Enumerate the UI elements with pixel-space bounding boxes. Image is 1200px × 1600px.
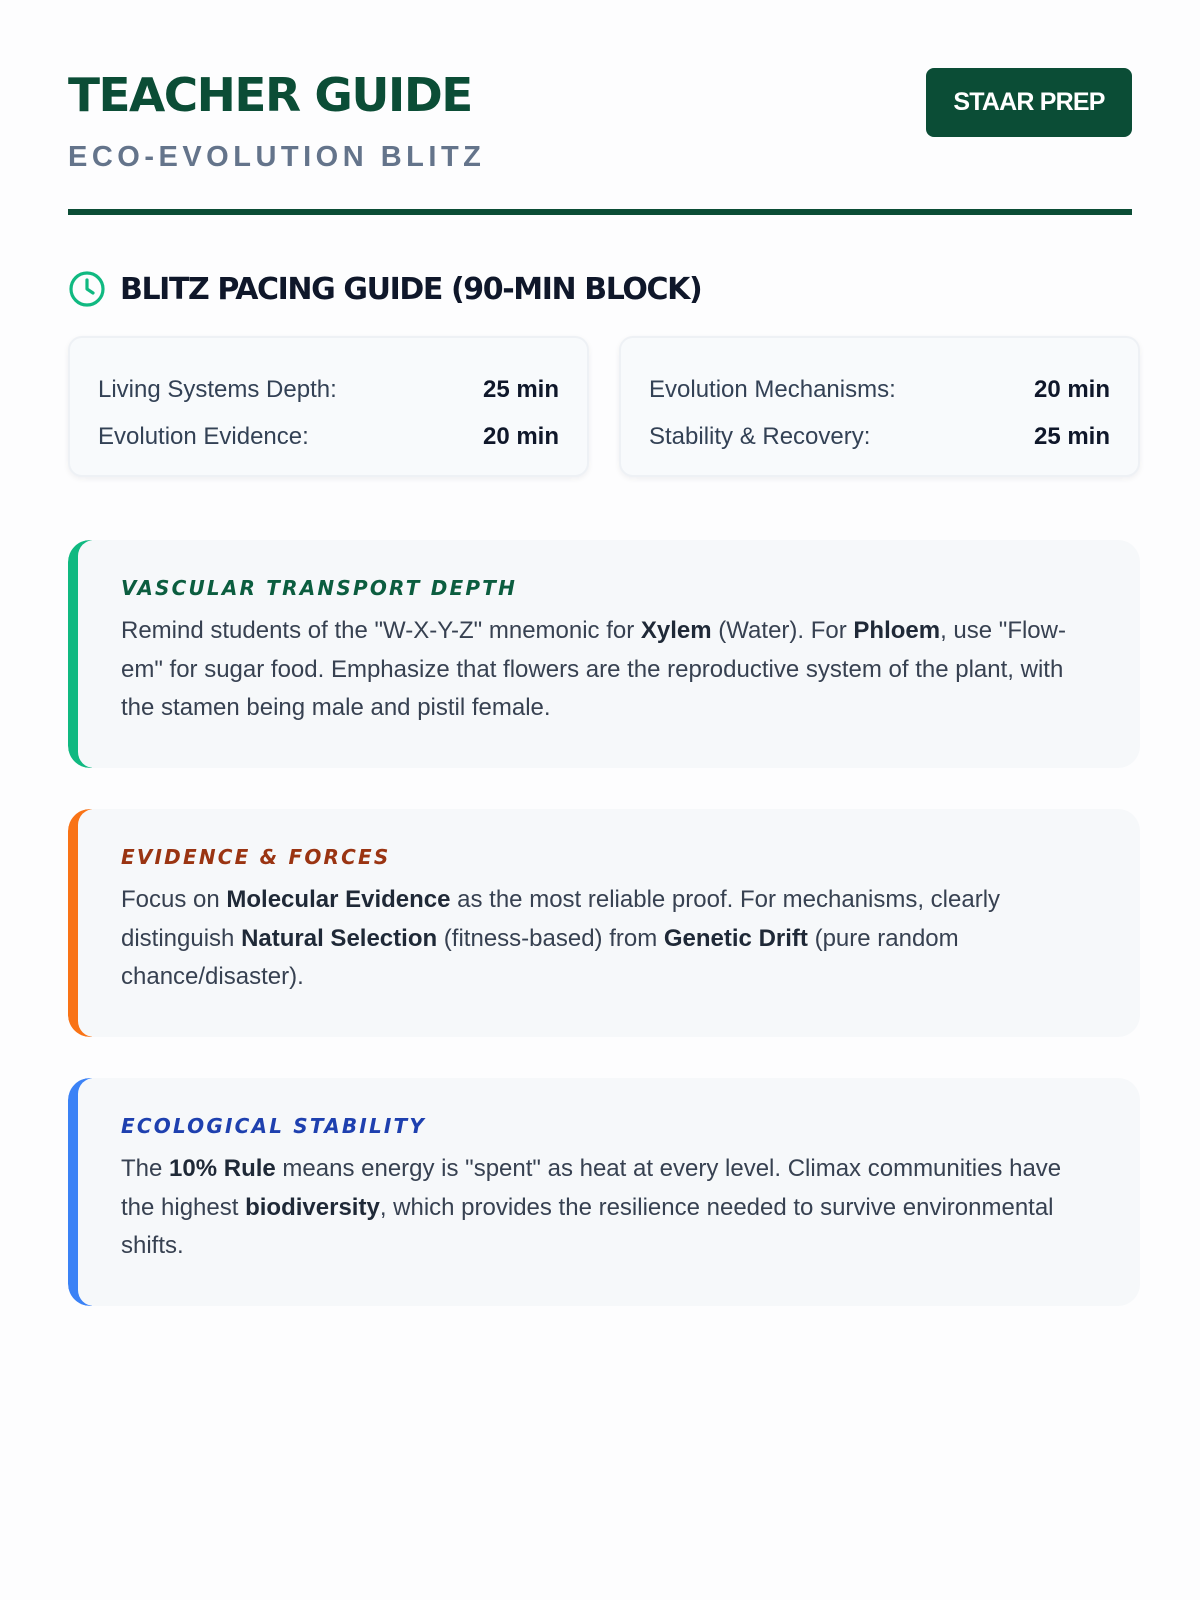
pacing-duration: 20 min (482, 422, 559, 450)
note-body (121, 1150, 1080, 1266)
pacing-duration: 25 min (1033, 422, 1110, 450)
pacing-label: Stability & Recovery: (649, 422, 871, 450)
note-emphasis: Phloem (853, 617, 941, 644)
pacing-card (68, 336, 589, 477)
pacing-card (619, 336, 1140, 477)
note-emphasis: Natural Selection (241, 924, 438, 952)
note-body (121, 612, 1080, 728)
pacing-row (98, 413, 559, 460)
pacing-label: Living Systems Depth: (98, 375, 337, 403)
note-emphasis: Xylem (640, 617, 712, 644)
note-card-stability (68, 1078, 1140, 1306)
note-text: means energy is "spent" as heat at every level. Climax communities have the highest (121, 1155, 1062, 1221)
note-text: Focus on (121, 886, 227, 913)
pacing-duration: 20 min (1033, 375, 1110, 403)
page-subtitle: ECO-EVOLUTION BLITZ (68, 141, 486, 173)
pacing-row (98, 366, 559, 413)
note-text: (pure random chance/disaster). (121, 924, 959, 990)
note-emphasis: Genetic Drift (663, 924, 808, 952)
note-text: (Water). For (711, 617, 854, 644)
pacing-label: Evolution Mechanisms: (649, 375, 896, 403)
pacing-grid (68, 336, 1140, 477)
note-text: , which provides the resilience needed to survive environmental shifts. (121, 1193, 1054, 1259)
pacing-row (649, 366, 1110, 413)
note-title: VASCULAR TRANSPORT DEPTH (121, 576, 518, 600)
note-emphasis: biodiversity (245, 1193, 380, 1221)
pacing-duration: 25 min (482, 375, 559, 403)
note-title: EVIDENCE & FORCES (121, 845, 391, 869)
note-text: Remind students of the "W-X-Y-Z" mnemonic for (121, 617, 641, 644)
page-header (68, 0, 1132, 215)
staar-prep-badge: STAAR PREP (926, 68, 1132, 137)
note-title: ECOLOGICAL STABILITY (121, 1114, 427, 1138)
page-title: TEACHER GUIDE (68, 68, 472, 122)
pacing-label: Evolution Evidence: (98, 422, 309, 450)
note-text: The (121, 1155, 170, 1182)
pacing-section-heading (68, 270, 701, 308)
note-text: as the most reliable proof. For mechanisms, clearly distinguish (121, 886, 1001, 952)
note-emphasis: 10% Rule (169, 1155, 276, 1182)
note-card-vascular (68, 540, 1140, 768)
note-body (121, 881, 1080, 997)
pacing-section-title: BLITZ PACING GUIDE (90-MIN BLOCK) (120, 271, 702, 307)
note-emphasis: Molecular Evidence (226, 886, 451, 913)
pacing-row (649, 413, 1110, 460)
note-card-evidence (68, 809, 1140, 1037)
clock-icon (68, 270, 106, 308)
note-text: (fitness-based) from (437, 924, 664, 952)
note-text: , use "Flow-em" for sugar food. Emphasize that flowers are the reproductive system of the plant, with the stamen being male and pistil female. (121, 617, 1066, 721)
